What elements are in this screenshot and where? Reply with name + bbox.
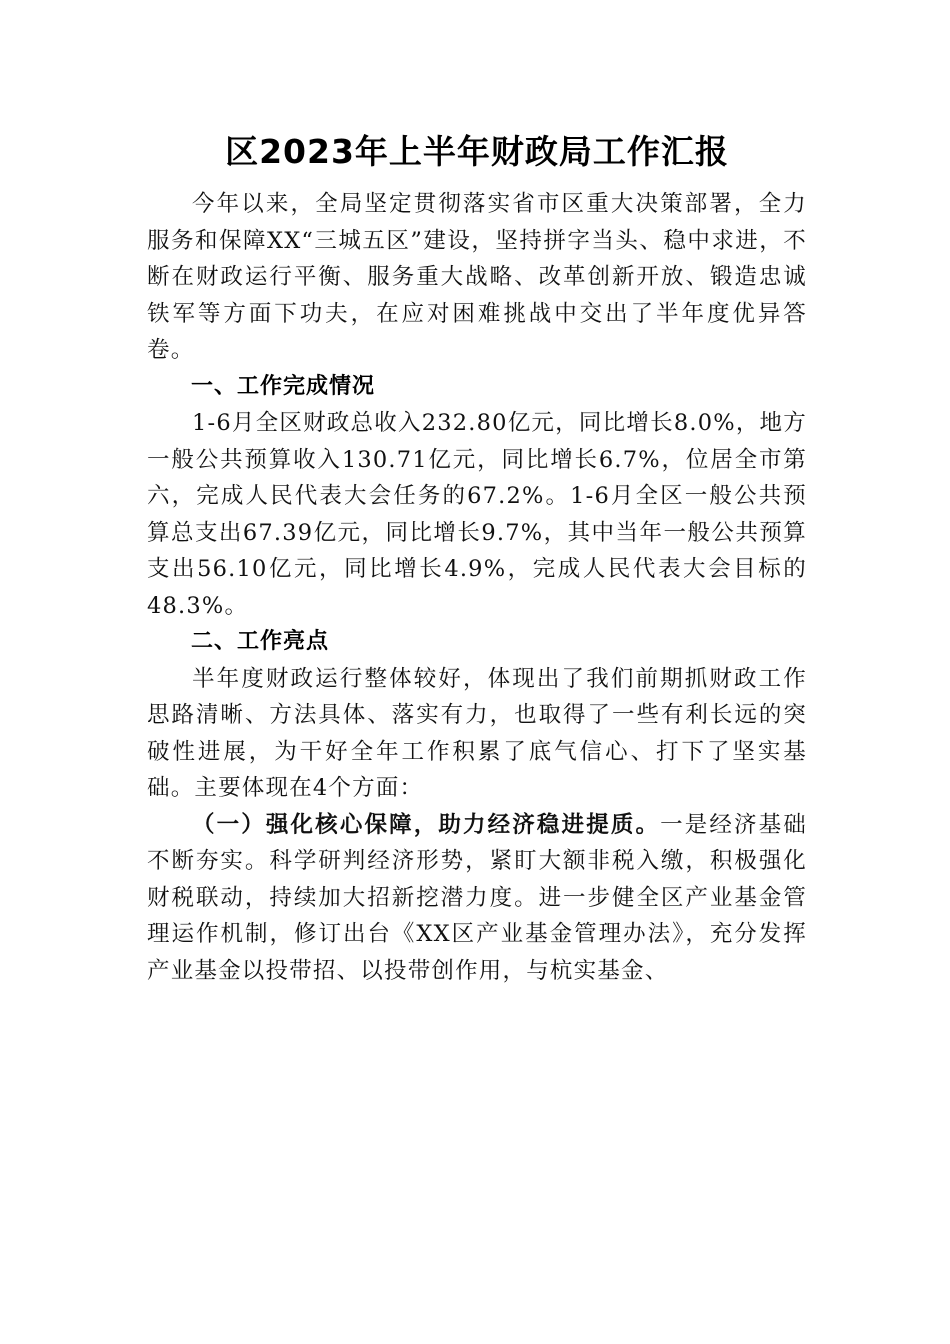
document-title: 区2023年上半年财政局工作汇报 <box>225 132 729 171</box>
intro-paragraph: 今年以来，全局坚定贯彻落实省市区重大决策部署，全力服务和保障XX“三城五区”建设，坚持拼字当头、稳中求进，不断在财政运行平衡、服务重大战略、改革创新开放、锻造忠诚铁军等方面下功夫，在应对困难挑战中交出了半年度优异答卷。 <box>147 191 807 363</box>
completion-paragraph: 1-6月全区财政总收入232.80亿元，同比增长8.0%，地方一般公共预算收入130.71亿元，同比增长6.7%，位居全市第六，完成人民代表大会任务的67.2%。1-6月全区一般公共预算总支出67.39亿元，同比增长9.7%，其中当年一般公共预算支出56.10亿元，同比增长4.9%，完成人民代表大会目标的48.3%。 <box>147 410 807 619</box>
highlight-item-1 <box>147 807 807 990</box>
highlights-paragraph: 半年度财政运行整体较好，体现出了我们前期抓财政工作思路清晰、方法具体、落实有力，也取得了一些有利长远的突破性进展，为干好全年工作积累了底气信心、打下了坚实基础。主要体现在4个方面： <box>147 665 807 801</box>
section-heading-highlights: 二、工作亮点 <box>191 629 330 654</box>
document-content <box>147 128 807 989</box>
section-heading-completion: 一、工作完成情况 <box>191 373 376 399</box>
highlight-item-1-lead: （一）强化核心保障，助力经济稳进提质。 <box>192 811 661 838</box>
highlight-item-1-body: 一是经济基础不断夯实。科学研判经济形势，紧盯大额非税入缴，积极强化财税联动，持续加大招新挖潜力度。进一步健全区产业基金管理运作机制，修订出台《XX区产业基金管理办法》，充分发挥产业基金以投带招、以投带创作用，与杭实基金、 <box>147 811 807 984</box>
